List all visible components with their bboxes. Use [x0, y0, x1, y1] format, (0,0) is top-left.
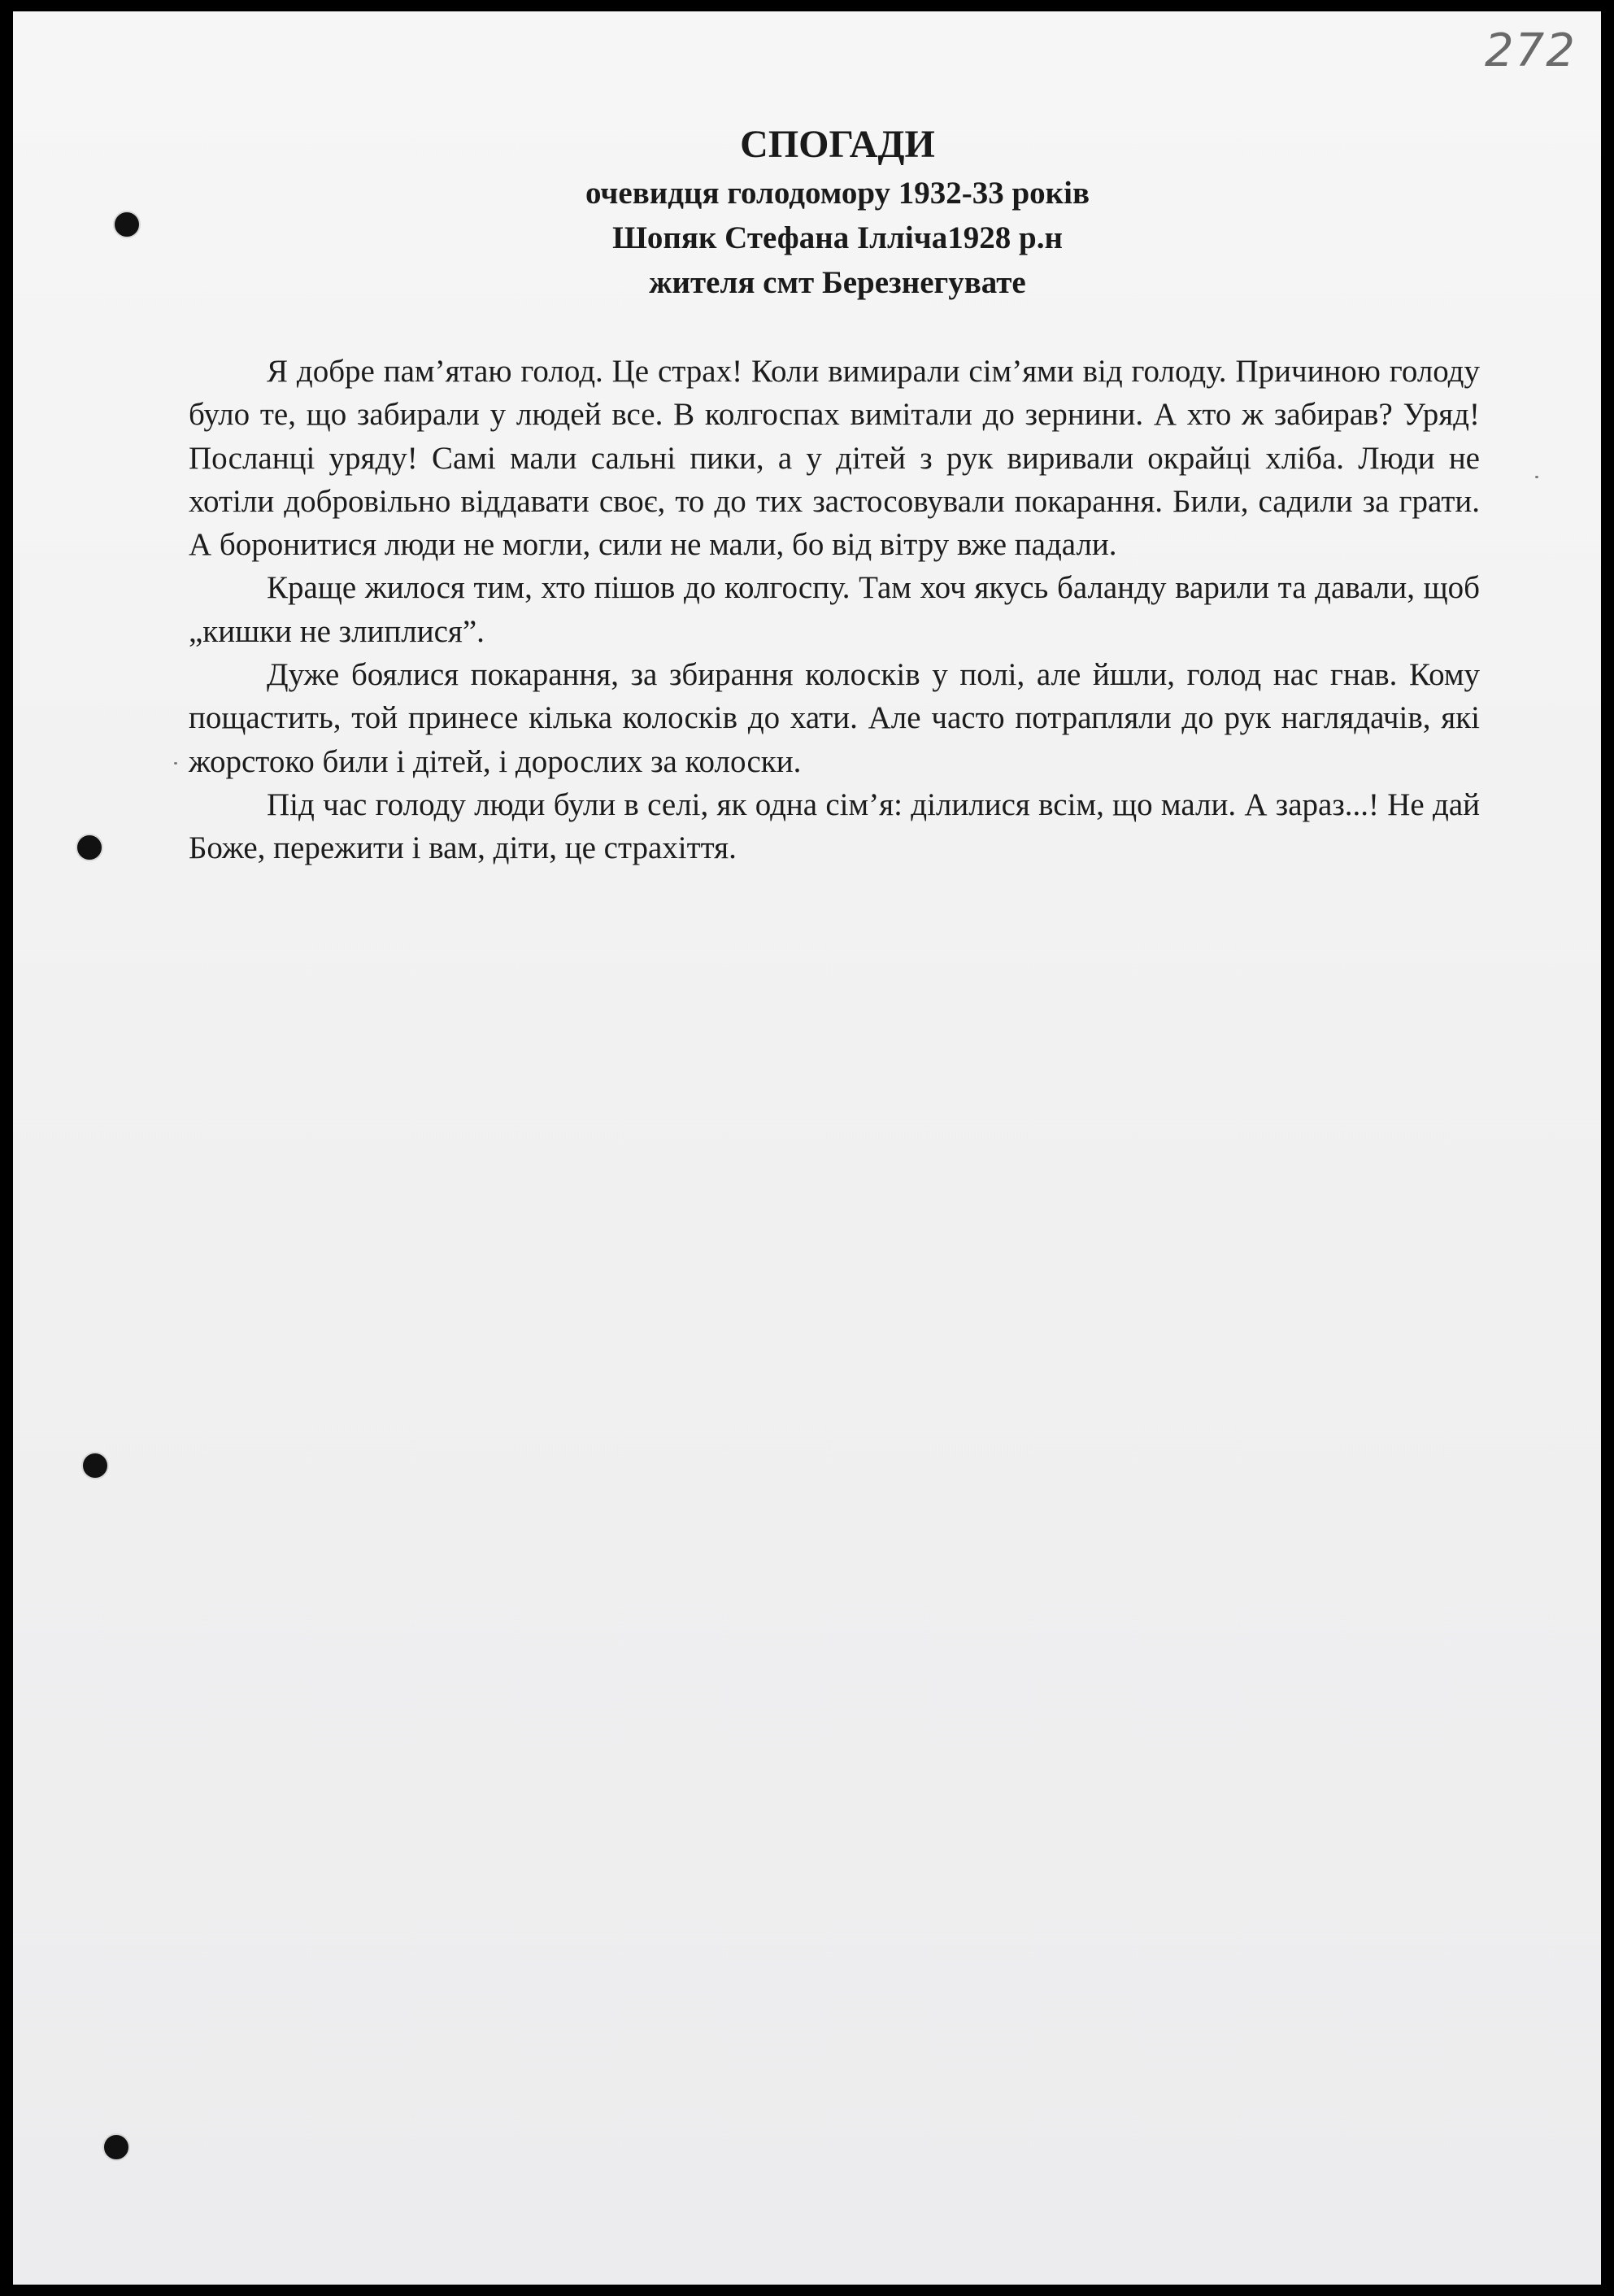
punch-hole — [81, 1452, 109, 1479]
page-number: 272 — [1485, 24, 1577, 77]
paragraph: Я добре пам’ятаю голод. Це страх! Коли вимирали сім’ями від голоду. Причиною голоду було те, що забирали у людей все. В колгоспах вимітали до зернини. А хто ж забирав? Уряд! Посланці уряду! Самі мали сальні пики, а у дітей з рук виривали окрайці хліба. Люди не хотіли добровільно віддавати своє, то до тих застосовували покарання. Били, садили за грати. А боронитися люди не могли, сили не мали, бо від вітру вже падали. — [189, 354, 1480, 563]
paragraph: Дуже боялися покарання, за збирання колосків у полі, але йшли, голод нас гнав. Кому пощастить, той принесе кілька колосків до хати. Але часто потрапляли до рук наглядачів, які жорстоко били і дітей, і дорослих за колоски. — [189, 657, 1480, 779]
punch-hole — [76, 834, 103, 861]
punch-hole — [113, 211, 141, 238]
witness-residence: жителя смт Березнегувате — [649, 265, 1026, 300]
punch-hole — [102, 2133, 130, 2161]
paragraph: Під час голоду люди були в селі, як одна сім’я: ділилися всім, що мали. А зараз...! Не дай Боже, пережити і вам, діти, це страхіття. — [189, 786, 1480, 866]
document-subtitle: очевидця голодомору 1932-33 років — [585, 176, 1090, 211]
paper-speck — [1535, 476, 1538, 478]
witness-name: Шопяк Стефана Ілліча1928 р.н — [612, 220, 1063, 255]
document-title: СПОГАДИ — [740, 123, 935, 166]
testimony-body — [189, 350, 1480, 870]
paper-speck — [174, 762, 177, 765]
paragraph: Краще жилося тим, хто пішов до колгоспу. Там хоч якусь баланду варили та давали, щоб „кишки не злиплися”. — [189, 570, 1480, 649]
